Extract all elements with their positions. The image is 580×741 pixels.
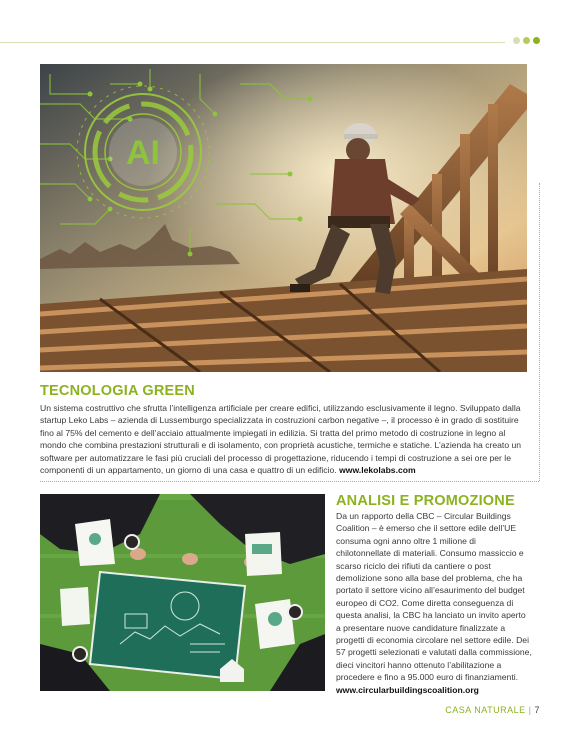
dot-dark [533, 37, 540, 44]
section-body-green-tech [40, 402, 530, 476]
footer-separator: | [528, 705, 532, 715]
frame-horizontal-rule [40, 481, 539, 482]
dot-mid [523, 37, 530, 44]
header-dots [513, 37, 540, 44]
section-title-green-tech: TECNOLOGIA GREEN [40, 383, 195, 399]
magazine-name: CASA NATURALE [445, 705, 526, 715]
ai-icon-text: AI [126, 134, 160, 172]
lekolabs-link[interactable]: www.lekolabs.com [339, 465, 416, 476]
frame-vertical-rule [539, 183, 540, 481]
header-rule [0, 42, 505, 43]
body-text: Da un rapporto della CBC – Circular Buildings Coalition – è emerso che il settore edile dell’UE consuma ogni anno oltre 1 milione di chilotonnellate di materiali. Consumo massiccio e scarso riciclo dei rifiuti da cantiere o post demolizione sono alla base del problema, che ha portato il settore vicino all’esaurimento del budget europeo di CO2. Come diretta conseguenza di questa analisi, la CBC ha lanciato un invito aperto a presentare nuove candidature finalizzate a progetti di economia circolare nel settore edile. Dei 57 progetti selezionati e valutati dalla commissione, dieci vincitori hanno ottenuto l’abilitazione a procedere e fino a 95.000 euro di finanziamenti. [336, 511, 532, 683]
section-body-analysis [336, 510, 532, 696]
body-text: Un sistema costruttivo che sfrutta l’intelligenza artificiale per creare edifici, utilizzando esclusivamente il legno. Sviluppato dalla startup Leko Labs – azienda di Lussemburgo specializzata in costruzioni carbon negative –, il processo è in grado di sostituire fino al 75% del cemento e dell’acciaio attualmente impiegati in edilizia. Si tratta del primo metodo di costruzione in legno al mondo che combina prestazioni strutturali e di isolamento, con proprietà acustiche, termiche e statiche. L’azienda ha creato un software per automatizzare le fasi più cruciali del processo di progettazione, riducendo i tempi di costruzione a sei ore per le componenti di un appartamento, un giorno di una casa e quattro di un edificio. [40, 403, 522, 476]
meeting-photo [40, 494, 325, 691]
cbc-link[interactable]: www.circularbuildingscoalition.org [336, 684, 479, 695]
page-number: 7 [534, 705, 540, 715]
construction-photo [40, 64, 527, 372]
dot-light [513, 37, 520, 44]
section-title-analysis: ANALISI E PROMOZIONE [336, 493, 515, 509]
page-footer [445, 705, 540, 715]
